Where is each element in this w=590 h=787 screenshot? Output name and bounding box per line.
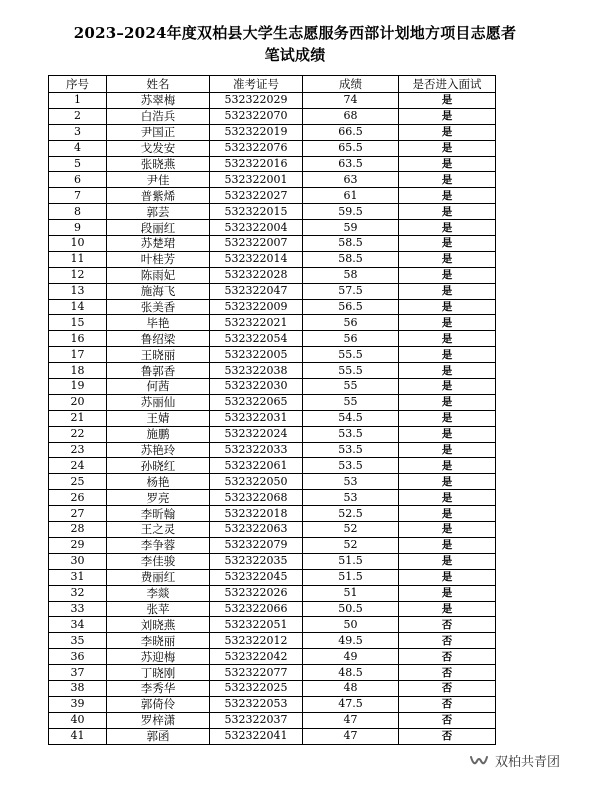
row-index: 9 bbox=[49, 220, 107, 236]
row-exam-id: 532322018 bbox=[210, 506, 303, 522]
row-index: 37 bbox=[49, 665, 107, 681]
row-exam-id: 532322031 bbox=[210, 410, 303, 426]
row-interview: 否 bbox=[399, 680, 496, 696]
row-exam-id: 532322012 bbox=[210, 633, 303, 649]
row-exam-id: 532322028 bbox=[210, 267, 303, 283]
row-exam-id: 532322045 bbox=[210, 569, 303, 585]
row-score: 61 bbox=[303, 188, 399, 204]
row-exam-id: 532322035 bbox=[210, 553, 303, 569]
row-index: 15 bbox=[49, 315, 107, 331]
table-row bbox=[49, 331, 496, 347]
row-index: 4 bbox=[49, 140, 107, 156]
row-name: 施海飞 bbox=[107, 283, 210, 299]
row-score: 49 bbox=[303, 649, 399, 665]
row-name: 陈雨妃 bbox=[107, 267, 210, 283]
row-score: 58.5 bbox=[303, 236, 399, 252]
row-name: 李燚 bbox=[107, 585, 210, 601]
row-exam-id: 532322024 bbox=[210, 426, 303, 442]
row-interview: 是 bbox=[399, 553, 496, 569]
row-exam-id: 532322065 bbox=[210, 394, 303, 410]
table-row bbox=[49, 236, 496, 252]
row-index: 6 bbox=[49, 172, 107, 188]
row-interview: 是 bbox=[399, 490, 496, 506]
table-row bbox=[49, 283, 496, 299]
row-index: 35 bbox=[49, 633, 107, 649]
row-name: 毕艳 bbox=[107, 315, 210, 331]
row-exam-id: 532322021 bbox=[210, 315, 303, 331]
scores-table bbox=[48, 75, 496, 745]
row-interview: 是 bbox=[399, 474, 496, 490]
row-interview: 是 bbox=[399, 569, 496, 585]
row-index: 2 bbox=[49, 108, 107, 124]
row-interview: 是 bbox=[399, 426, 496, 442]
row-interview: 是 bbox=[399, 458, 496, 474]
row-index: 29 bbox=[49, 537, 107, 553]
row-score: 55.5 bbox=[303, 347, 399, 363]
row-score: 51.5 bbox=[303, 553, 399, 569]
table-row bbox=[49, 140, 496, 156]
row-interview: 是 bbox=[399, 379, 496, 395]
table-row bbox=[49, 458, 496, 474]
row-score: 50 bbox=[303, 617, 399, 633]
row-exam-id: 532322054 bbox=[210, 331, 303, 347]
table-row bbox=[49, 347, 496, 363]
row-index: 3 bbox=[49, 124, 107, 140]
row-name: 苏楚珺 bbox=[107, 236, 210, 252]
table-row bbox=[49, 108, 496, 124]
row-score: 51 bbox=[303, 585, 399, 601]
header-interview: 是否进入面试 bbox=[399, 76, 496, 93]
row-index: 22 bbox=[49, 426, 107, 442]
row-interview: 是 bbox=[399, 220, 496, 236]
row-score: 63.5 bbox=[303, 156, 399, 172]
watermark-text: 双柏共青团 bbox=[494, 755, 560, 770]
row-exam-id: 532322047 bbox=[210, 283, 303, 299]
row-exam-id: 532322001 bbox=[210, 172, 303, 188]
row-interview: 是 bbox=[399, 331, 496, 347]
row-name: 李争蓉 bbox=[107, 537, 210, 553]
row-score: 74 bbox=[303, 93, 399, 109]
header-exam-id: 准考证号 bbox=[210, 76, 303, 93]
row-exam-id: 532322077 bbox=[210, 665, 303, 681]
row-score: 52.5 bbox=[303, 506, 399, 522]
row-interview: 是 bbox=[399, 347, 496, 363]
table-row bbox=[49, 442, 496, 458]
row-name: 张晓燕 bbox=[107, 156, 210, 172]
row-name: 苏迎梅 bbox=[107, 649, 210, 665]
row-interview: 是 bbox=[399, 410, 496, 426]
row-interview: 否 bbox=[399, 712, 496, 728]
row-score: 59.5 bbox=[303, 204, 399, 220]
row-name: 段丽红 bbox=[107, 220, 210, 236]
row-score: 53.5 bbox=[303, 426, 399, 442]
row-name: 李晓丽 bbox=[107, 633, 210, 649]
row-score: 56.5 bbox=[303, 299, 399, 315]
row-name: 丁晓刚 bbox=[107, 665, 210, 681]
table-row bbox=[49, 220, 496, 236]
row-name: 鲁郭香 bbox=[107, 363, 210, 379]
row-exam-id: 532322079 bbox=[210, 537, 303, 553]
row-interview: 否 bbox=[399, 617, 496, 633]
row-interview: 是 bbox=[399, 93, 496, 109]
row-exam-id: 532322066 bbox=[210, 601, 303, 617]
row-score: 53 bbox=[303, 490, 399, 506]
row-name: 杨艳 bbox=[107, 474, 210, 490]
row-exam-id: 532322063 bbox=[210, 522, 303, 538]
row-exam-id: 532322070 bbox=[210, 108, 303, 124]
table-row bbox=[49, 680, 496, 696]
row-exam-id: 532322030 bbox=[210, 379, 303, 395]
row-interview: 是 bbox=[399, 204, 496, 220]
table-body bbox=[49, 93, 496, 745]
row-index: 23 bbox=[49, 442, 107, 458]
row-index: 10 bbox=[49, 236, 107, 252]
row-name: 苏艳玲 bbox=[107, 442, 210, 458]
table-row bbox=[49, 537, 496, 553]
row-score: 47 bbox=[303, 728, 399, 744]
row-index: 21 bbox=[49, 410, 107, 426]
row-exam-id: 532322037 bbox=[210, 712, 303, 728]
row-score: 49.5 bbox=[303, 633, 399, 649]
table-header-row bbox=[49, 76, 496, 93]
row-score: 55 bbox=[303, 394, 399, 410]
row-name: 戈发安 bbox=[107, 140, 210, 156]
row-index: 41 bbox=[49, 728, 107, 744]
row-index: 32 bbox=[49, 585, 107, 601]
row-interview: 是 bbox=[399, 537, 496, 553]
row-exam-id: 532322068 bbox=[210, 490, 303, 506]
row-interview: 否 bbox=[399, 728, 496, 744]
row-index: 31 bbox=[49, 569, 107, 585]
row-interview: 是 bbox=[399, 124, 496, 140]
row-score: 53.5 bbox=[303, 442, 399, 458]
table-row bbox=[49, 585, 496, 601]
row-name: 尹佳 bbox=[107, 172, 210, 188]
document-subtitle: 笔试成绩 bbox=[264, 46, 326, 64]
row-interview: 是 bbox=[399, 236, 496, 252]
table-row bbox=[49, 410, 496, 426]
row-score: 59 bbox=[303, 220, 399, 236]
row-interview: 是 bbox=[399, 108, 496, 124]
row-exam-id: 532322053 bbox=[210, 696, 303, 712]
row-score: 54.5 bbox=[303, 410, 399, 426]
row-name: 尹国正 bbox=[107, 124, 210, 140]
header-index: 序号 bbox=[49, 76, 107, 93]
row-index: 7 bbox=[49, 188, 107, 204]
row-exam-id: 532322014 bbox=[210, 251, 303, 267]
row-score: 48.5 bbox=[303, 665, 399, 681]
row-index: 18 bbox=[49, 363, 107, 379]
table-row bbox=[49, 506, 496, 522]
table-row bbox=[49, 522, 496, 538]
row-name: 张苹 bbox=[107, 601, 210, 617]
row-name: 李佳骏 bbox=[107, 553, 210, 569]
row-exam-id: 532322051 bbox=[210, 617, 303, 633]
row-interview: 是 bbox=[399, 251, 496, 267]
row-exam-id: 532322029 bbox=[210, 93, 303, 109]
row-index: 13 bbox=[49, 283, 107, 299]
row-exam-id: 532322025 bbox=[210, 680, 303, 696]
table-row bbox=[49, 649, 496, 665]
row-name: 王婧 bbox=[107, 410, 210, 426]
row-index: 25 bbox=[49, 474, 107, 490]
row-interview: 是 bbox=[399, 394, 496, 410]
row-name: 费丽红 bbox=[107, 569, 210, 585]
table-row bbox=[49, 93, 496, 109]
row-name: 罗亮 bbox=[107, 490, 210, 506]
row-interview: 是 bbox=[399, 140, 496, 156]
row-score: 50.5 bbox=[303, 601, 399, 617]
row-index: 28 bbox=[49, 522, 107, 538]
row-exam-id: 532322041 bbox=[210, 728, 303, 744]
row-interview: 是 bbox=[399, 156, 496, 172]
row-name: 罗梓潇 bbox=[107, 712, 210, 728]
row-exam-id: 532322026 bbox=[210, 585, 303, 601]
table-row bbox=[49, 474, 496, 490]
row-score: 48 bbox=[303, 680, 399, 696]
row-name: 王晓丽 bbox=[107, 347, 210, 363]
row-score: 56 bbox=[303, 331, 399, 347]
watermark bbox=[469, 751, 560, 770]
row-score: 52 bbox=[303, 522, 399, 538]
row-index: 5 bbox=[49, 156, 107, 172]
row-exam-id: 532322027 bbox=[210, 188, 303, 204]
row-index: 34 bbox=[49, 617, 107, 633]
row-interview: 是 bbox=[399, 315, 496, 331]
table-row bbox=[49, 379, 496, 395]
row-name: 何茜 bbox=[107, 379, 210, 395]
row-exam-id: 532322015 bbox=[210, 204, 303, 220]
table-row bbox=[49, 204, 496, 220]
row-index: 24 bbox=[49, 458, 107, 474]
row-index: 12 bbox=[49, 267, 107, 283]
row-score: 65.5 bbox=[303, 140, 399, 156]
row-interview: 否 bbox=[399, 633, 496, 649]
row-index: 14 bbox=[49, 299, 107, 315]
table-row bbox=[49, 156, 496, 172]
row-exam-id: 532322042 bbox=[210, 649, 303, 665]
row-interview: 是 bbox=[399, 601, 496, 617]
table-row bbox=[49, 188, 496, 204]
header-name: 姓名 bbox=[107, 76, 210, 93]
row-name: 刘晓燕 bbox=[107, 617, 210, 633]
row-interview: 是 bbox=[399, 506, 496, 522]
row-index: 20 bbox=[49, 394, 107, 410]
row-name: 李秀华 bbox=[107, 680, 210, 696]
row-index: 8 bbox=[49, 204, 107, 220]
row-name: 孙晓红 bbox=[107, 458, 210, 474]
row-exam-id: 532322007 bbox=[210, 236, 303, 252]
row-name: 郭函 bbox=[107, 728, 210, 744]
row-exam-id: 532322076 bbox=[210, 140, 303, 156]
row-score: 53.5 bbox=[303, 458, 399, 474]
table-row bbox=[49, 315, 496, 331]
row-exam-id: 532322005 bbox=[210, 347, 303, 363]
row-interview: 是 bbox=[399, 283, 496, 299]
row-index: 16 bbox=[49, 331, 107, 347]
row-index: 38 bbox=[49, 680, 107, 696]
row-interview: 是 bbox=[399, 172, 496, 188]
table-row bbox=[49, 299, 496, 315]
row-interview: 是 bbox=[399, 522, 496, 538]
row-interview: 是 bbox=[399, 188, 496, 204]
row-exam-id: 532322033 bbox=[210, 442, 303, 458]
row-exam-id: 532322009 bbox=[210, 299, 303, 315]
table-row bbox=[49, 728, 496, 744]
row-interview: 是 bbox=[399, 585, 496, 601]
row-score: 47.5 bbox=[303, 696, 399, 712]
row-score: 58 bbox=[303, 267, 399, 283]
table-row bbox=[49, 696, 496, 712]
row-index: 26 bbox=[49, 490, 107, 506]
table-row bbox=[49, 617, 496, 633]
row-name: 李昕翰 bbox=[107, 506, 210, 522]
row-name: 郭芸 bbox=[107, 204, 210, 220]
row-exam-id: 532322038 bbox=[210, 363, 303, 379]
row-name: 苏丽仙 bbox=[107, 394, 210, 410]
table-row bbox=[49, 124, 496, 140]
row-exam-id: 532322004 bbox=[210, 220, 303, 236]
row-name: 郭倚伶 bbox=[107, 696, 210, 712]
row-score: 58.5 bbox=[303, 251, 399, 267]
table-row bbox=[49, 665, 496, 681]
row-name: 王之灵 bbox=[107, 522, 210, 538]
row-name: 叶桂芳 bbox=[107, 251, 210, 267]
table-row bbox=[49, 172, 496, 188]
table-row bbox=[49, 251, 496, 267]
row-interview: 是 bbox=[399, 363, 496, 379]
table-row bbox=[49, 553, 496, 569]
row-score: 47 bbox=[303, 712, 399, 728]
row-name: 苏翠梅 bbox=[107, 93, 210, 109]
document-title: 2023–2024年度双柏县大学生志愿服务西部计划地方项目志愿者 bbox=[73, 24, 517, 42]
row-score: 57.5 bbox=[303, 283, 399, 299]
table-row bbox=[49, 394, 496, 410]
row-index: 39 bbox=[49, 696, 107, 712]
row-index: 27 bbox=[49, 506, 107, 522]
row-exam-id: 532322050 bbox=[210, 474, 303, 490]
row-score: 52 bbox=[303, 537, 399, 553]
row-score: 55.5 bbox=[303, 363, 399, 379]
row-name: 张美香 bbox=[107, 299, 210, 315]
row-name: 施鹏 bbox=[107, 426, 210, 442]
header-score: 成绩 bbox=[303, 76, 399, 93]
table-row bbox=[49, 712, 496, 728]
row-name: 白浩兵 bbox=[107, 108, 210, 124]
row-interview: 否 bbox=[399, 696, 496, 712]
row-interview: 是 bbox=[399, 267, 496, 283]
row-name: 鲁绍梁 bbox=[107, 331, 210, 347]
row-index: 33 bbox=[49, 601, 107, 617]
row-name: 普紫烯 bbox=[107, 188, 210, 204]
table-row bbox=[49, 363, 496, 379]
wechat-channel-icon bbox=[469, 753, 489, 769]
row-index: 19 bbox=[49, 379, 107, 395]
row-score: 68 bbox=[303, 108, 399, 124]
row-interview: 否 bbox=[399, 665, 496, 681]
row-score: 55 bbox=[303, 379, 399, 395]
row-index: 1 bbox=[49, 93, 107, 109]
table-row bbox=[49, 601, 496, 617]
row-index: 40 bbox=[49, 712, 107, 728]
row-exam-id: 532322019 bbox=[210, 124, 303, 140]
row-index: 30 bbox=[49, 553, 107, 569]
row-index: 17 bbox=[49, 347, 107, 363]
row-score: 63 bbox=[303, 172, 399, 188]
table-row bbox=[49, 267, 496, 283]
table-row bbox=[49, 633, 496, 649]
row-index: 36 bbox=[49, 649, 107, 665]
row-exam-id: 532322061 bbox=[210, 458, 303, 474]
row-exam-id: 532322016 bbox=[210, 156, 303, 172]
row-score: 53 bbox=[303, 474, 399, 490]
row-index: 11 bbox=[49, 251, 107, 267]
table-row bbox=[49, 426, 496, 442]
table-row bbox=[49, 490, 496, 506]
row-interview: 是 bbox=[399, 442, 496, 458]
row-score: 51.5 bbox=[303, 569, 399, 585]
row-interview: 是 bbox=[399, 299, 496, 315]
row-interview: 否 bbox=[399, 649, 496, 665]
table-row bbox=[49, 569, 496, 585]
row-score: 56 bbox=[303, 315, 399, 331]
row-score: 66.5 bbox=[303, 124, 399, 140]
